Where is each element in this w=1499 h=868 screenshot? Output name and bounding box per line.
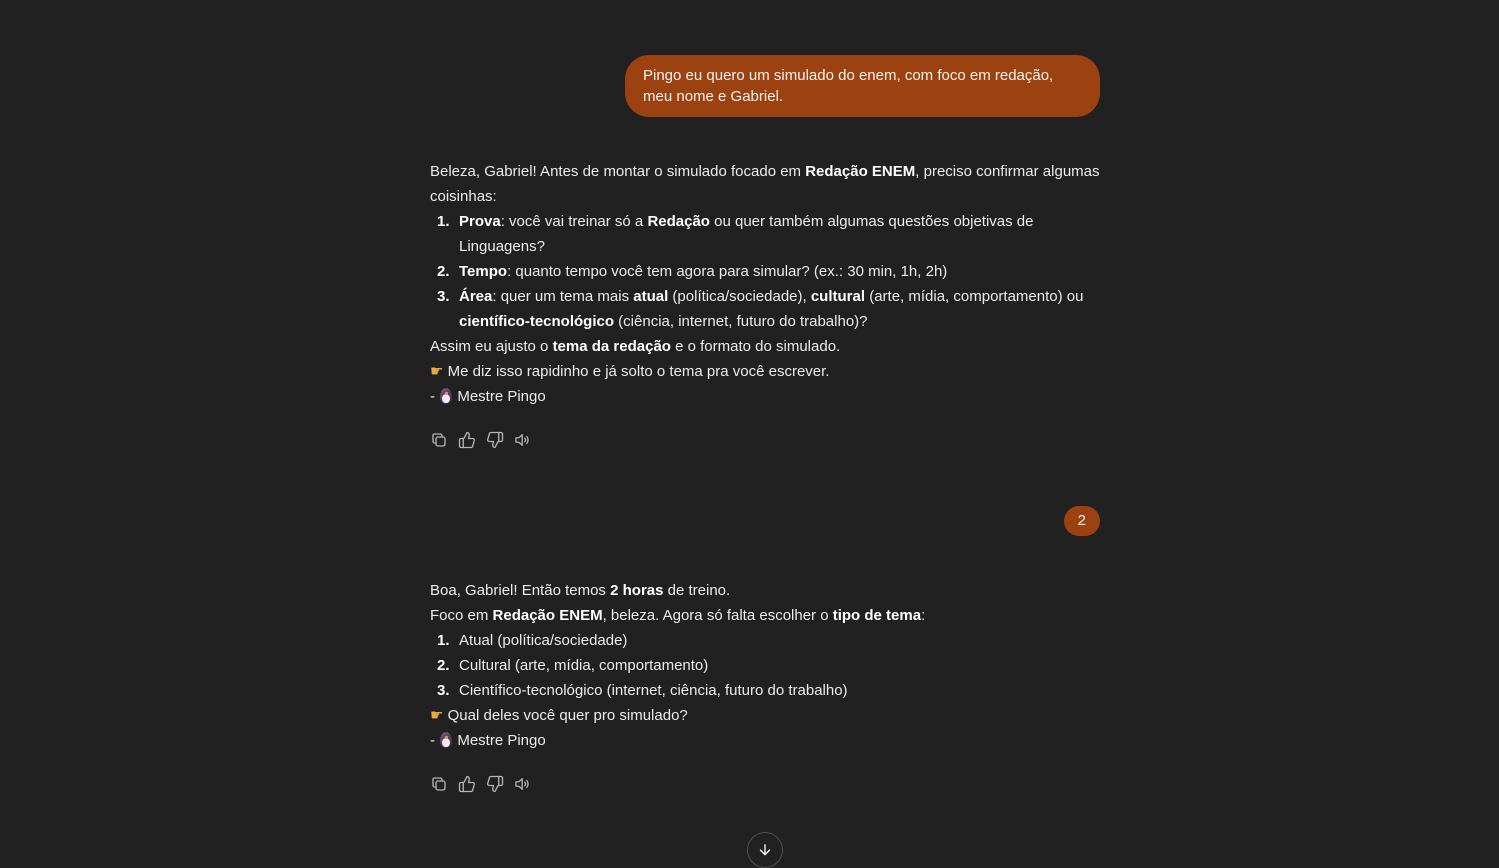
list-item: [437, 628, 1100, 653]
pointing-right-emoji: ☛: [430, 706, 444, 724]
user-message-bubble: 2: [1064, 506, 1100, 536]
message-actions: [430, 775, 1100, 793]
list-item: [437, 259, 1100, 284]
list-number: 3.: [437, 288, 450, 305]
list-item-text: Prova: você vai treinar só a Redação ou quer também algumas questões objetivas de Linguagens?: [459, 213, 1034, 255]
chat-column: [430, 0, 1100, 793]
list-item: [437, 209, 1100, 259]
list-number: 2.: [437, 657, 450, 674]
list-number: 3.: [437, 682, 450, 699]
scroll-to-bottom-button[interactable]: [747, 832, 783, 868]
numbered-list: [430, 209, 1100, 334]
copy-icon[interactable]: [430, 431, 448, 449]
list-item-text: Cultural (arte, mídia, comportamento): [459, 657, 709, 674]
message-actions: [430, 431, 1100, 449]
user-message-row: [430, 506, 1100, 536]
list-item-text: Tempo: quanto tempo você tem agora para simular? (ex.: 30 min, 1h, 2h): [459, 263, 948, 280]
arrow-down-icon: [756, 841, 774, 859]
assistant-paragraph: Assim eu ajusto o tema da redação e o formato do simulado.: [430, 338, 841, 355]
assistant-message-1: [430, 159, 1100, 449]
list-item-text: Área: quer um tema mais atual (política/sociedade), cultural (arte, mídia, comportamento) ou científico-tecnológico (ciência, internet, futuro do trabalho)?: [459, 288, 1084, 330]
list-number: 1.: [437, 213, 450, 230]
list-item: [437, 653, 1100, 678]
pointing-right-emoji: ☛: [430, 362, 444, 380]
list-item: [437, 678, 1100, 703]
penguin-emoji: [440, 732, 452, 748]
assistant-cta: ☛ Qual deles você quer pro simulado?: [430, 706, 688, 724]
assistant-message-2: [430, 578, 1100, 793]
user-message-bubble: Pingo eu quero um simulado do enem, com foco em redação, meu nome e Gabriel.: [625, 55, 1100, 117]
numbered-list: [430, 628, 1100, 703]
list-item-text: Científico-tecnológico (internet, ciência, futuro do trabalho): [459, 682, 848, 699]
penguin-emoji: [440, 388, 452, 404]
copy-icon[interactable]: [430, 775, 448, 793]
assistant-cta: ☛ Me diz isso rapidinho e já solto o tema pra você escrever.: [430, 362, 830, 380]
thumbs-up-icon[interactable]: [458, 431, 476, 449]
user-message-row: [430, 55, 1100, 117]
assistant-signature: - Mestre Pingo: [430, 388, 546, 405]
read-aloud-icon[interactable]: [514, 775, 532, 793]
thumbs-down-icon[interactable]: [486, 431, 504, 449]
list-item-text: Atual (política/sociedade): [459, 632, 628, 649]
assistant-signature: - Mestre Pingo: [430, 732, 546, 749]
read-aloud-icon[interactable]: [514, 431, 532, 449]
list-item: [437, 284, 1100, 334]
assistant-paragraph: Beleza, Gabriel! Antes de montar o simulado focado em Redação ENEM, preciso confirmar algumas coisinhas:: [430, 163, 1100, 205]
thumbs-down-icon[interactable]: [486, 775, 504, 793]
assistant-paragraph: Foco em Redação ENEM, beleza. Agora só falta escolher o tipo de tema:: [430, 607, 926, 624]
thumbs-up-icon[interactable]: [458, 775, 476, 793]
list-number: 2.: [437, 263, 450, 280]
list-number: 1.: [437, 632, 450, 649]
assistant-paragraph: Boa, Gabriel! Então temos 2 horas de treino.: [430, 582, 731, 599]
